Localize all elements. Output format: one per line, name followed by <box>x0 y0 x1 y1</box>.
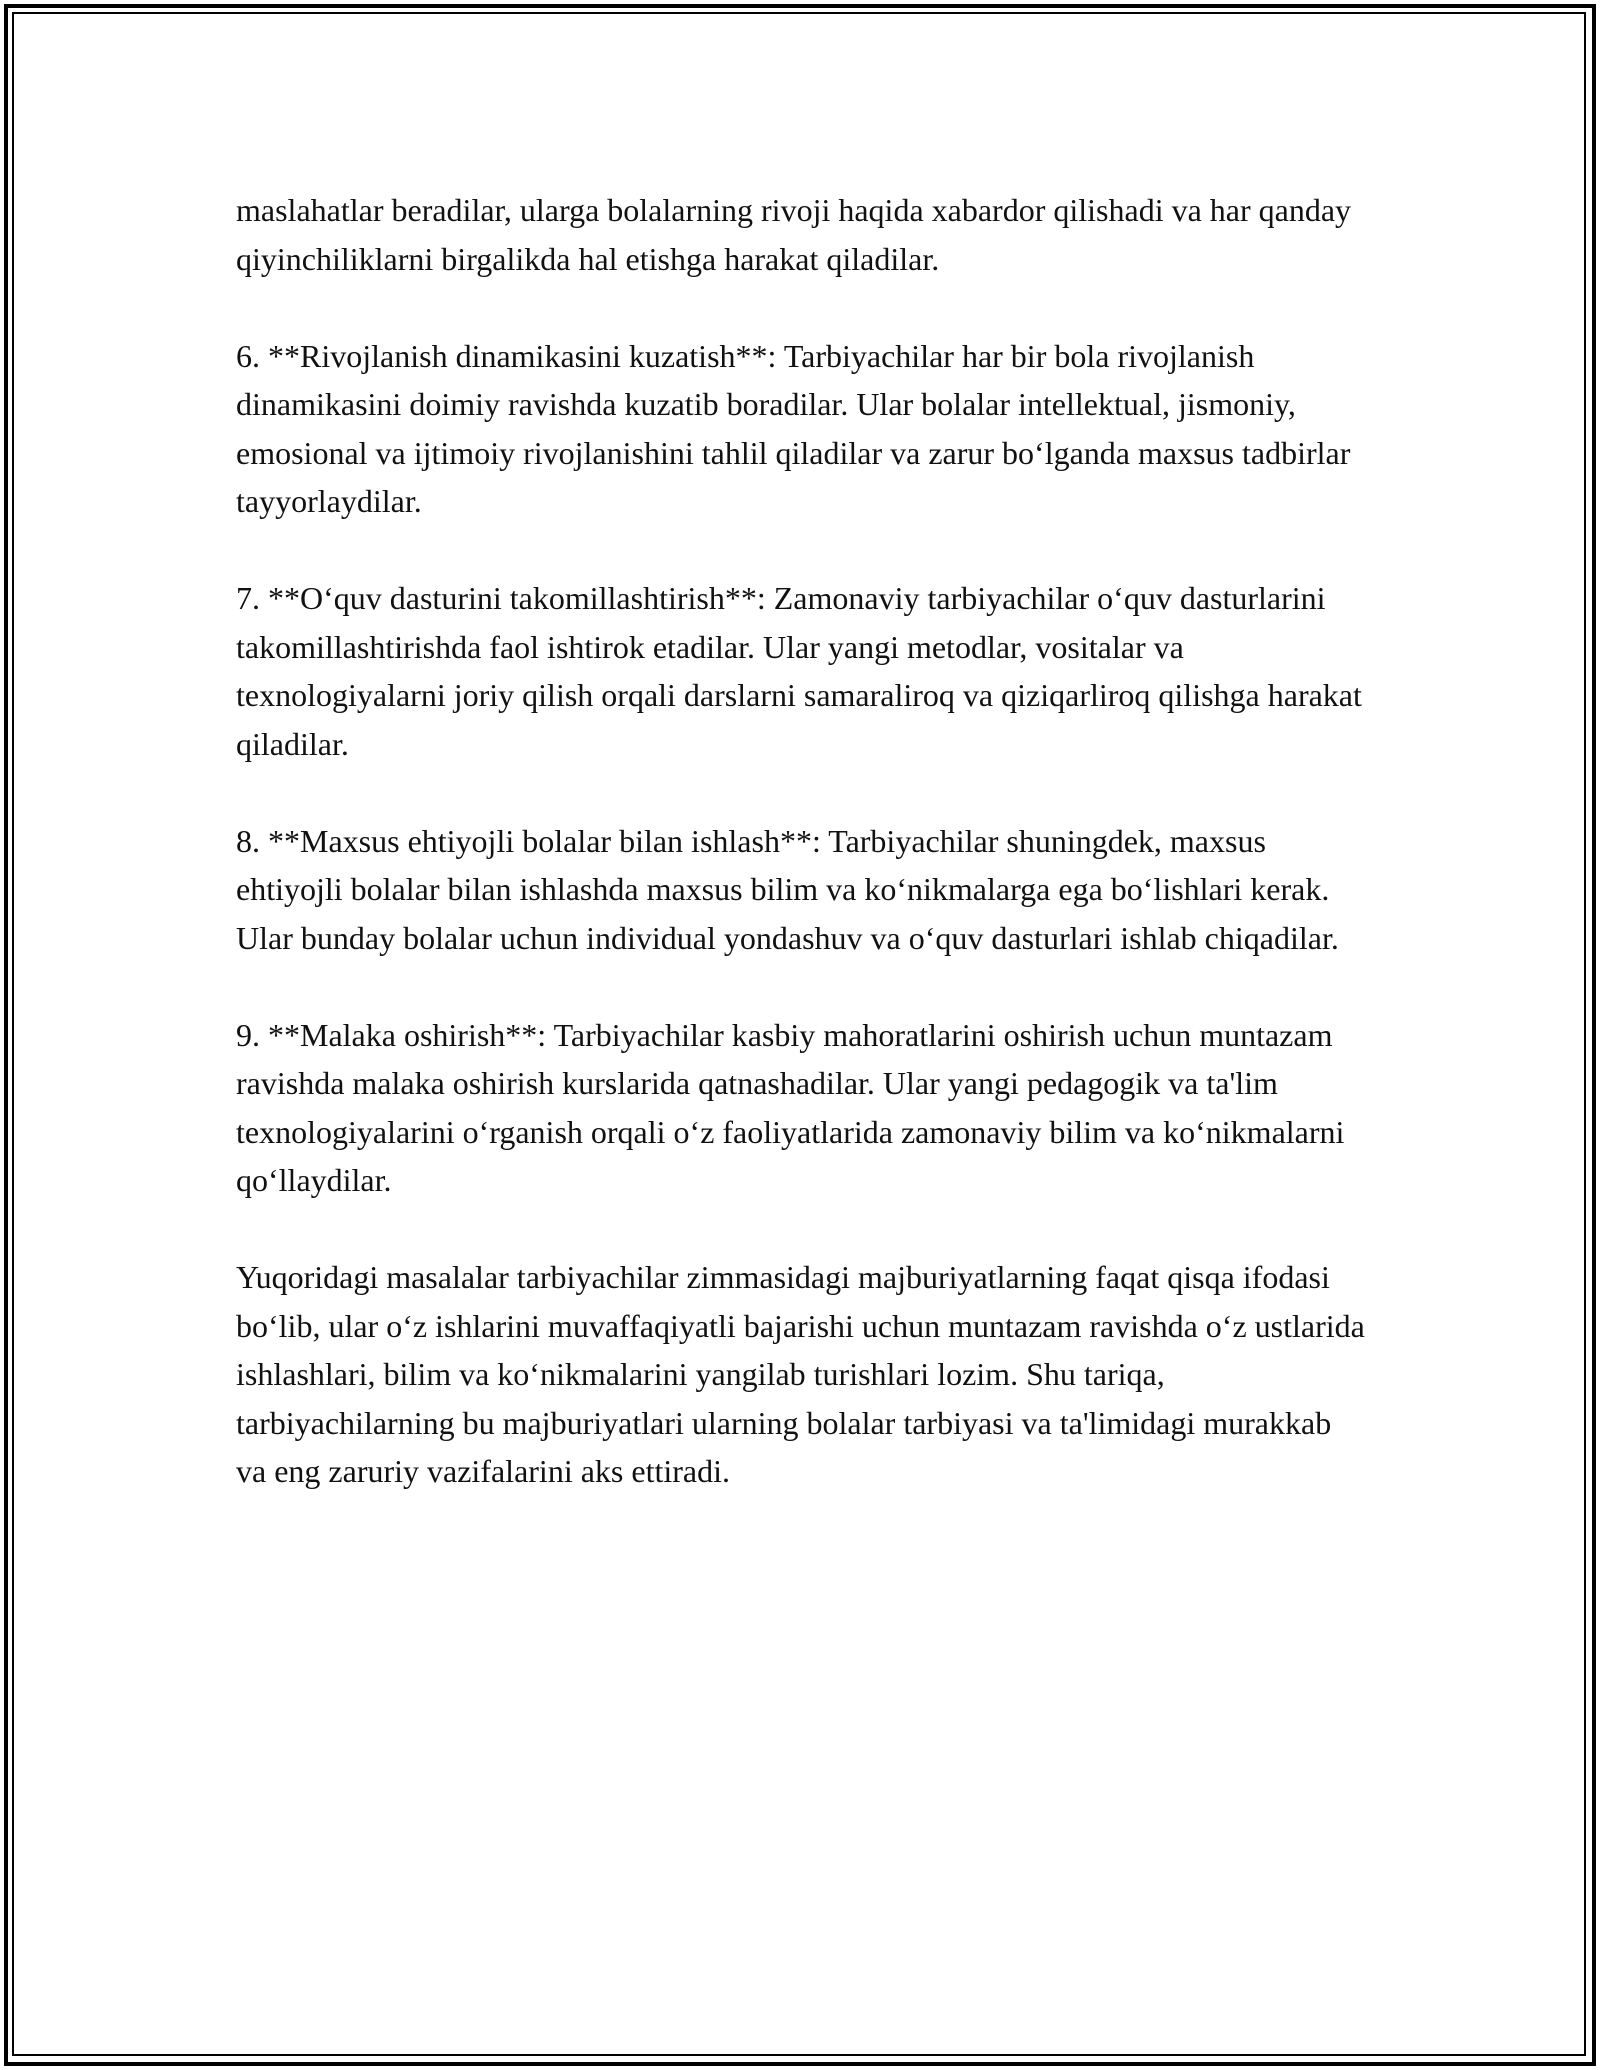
paragraph-continuation: maslahatlar beradilar, ularga bolalarning rivoji haqida xabardor qilishadi va har qanday qiyinchiliklarni birgalikda hal etishga harakat qiladilar. <box>236 192 1352 277</box>
paragraph-conclusion: Yuqoridagi masalalar tarbiyachilar zimmasidagi majburiyatlarning faqat qisqa ifodasi bo‘lib, ular o‘z ishlarini muvaffaqiyatli bajarishi uchun muntazam ravishda o‘z ustlarida ishlashlari, bilim va ko‘nikmalarini yangilab turishlari lozim. Shu tariqa, tarbiyachilarning bu majburiyatlari ularning bolalar tarbiyasi va ta'limidagi murakkab va eng zaruriy vazifalarini aks ettiradi. <box>236 1259 1365 1489</box>
paragraph-item-9: 9. **Malaka oshirish**: Tarbiyachilar kasbiy mahoratlarini oshirish uchun muntazam ravishda malaka oshirish kurslarida qatnashadilar. Ular yangi pedagogik va ta'lim texnologiyalarini o‘rganish orqali o‘z faoliyatlarida zamonaviy bilim va ko‘nikmalarni qo‘llaydilar. <box>236 1016 1345 1198</box>
document-body <box>236 186 1366 1544</box>
paragraph-item-6: 6. **Rivojlanish dinamikasini kuzatish**: Tarbiyachilar har bir bola rivojlanish dinamikasini doimiy ravishda kuzatib boradilar. Ular bolalar intellektual, jismoniy, emosional va ijtimoiy rivojlanishini tahlil qiladilar va zarur bo‘lganda maxsus tadbirlar tayyorlaydilar. <box>236 337 1351 519</box>
paragraph-item-8: 8. **Maxsus ehtiyojli bolalar bilan ishlash**: Tarbiyachilar shuningdek, maxsus ehtiyojli bolalar bilan ishlashda maxsus bilim va ko‘nikmalarga ega bo‘lishlari kerak. Ular bunday bolalar uchun individual yondashuv va o‘quv dasturlari ishlab chiqadilar. <box>236 822 1339 956</box>
paragraph-item-7: 7. **O‘quv dasturini takomillashtirish**: Zamonaviy tarbiyachilar o‘quv dasturlarini takomillashtirishda faol ishtirok etadilar. Ular yangi metodlar, vositalar va texnologiyalarni joriy qilish orqali darslarni samaraliroq va qiziqarliroq qilishga harakat qiladilar. <box>236 580 1362 762</box>
